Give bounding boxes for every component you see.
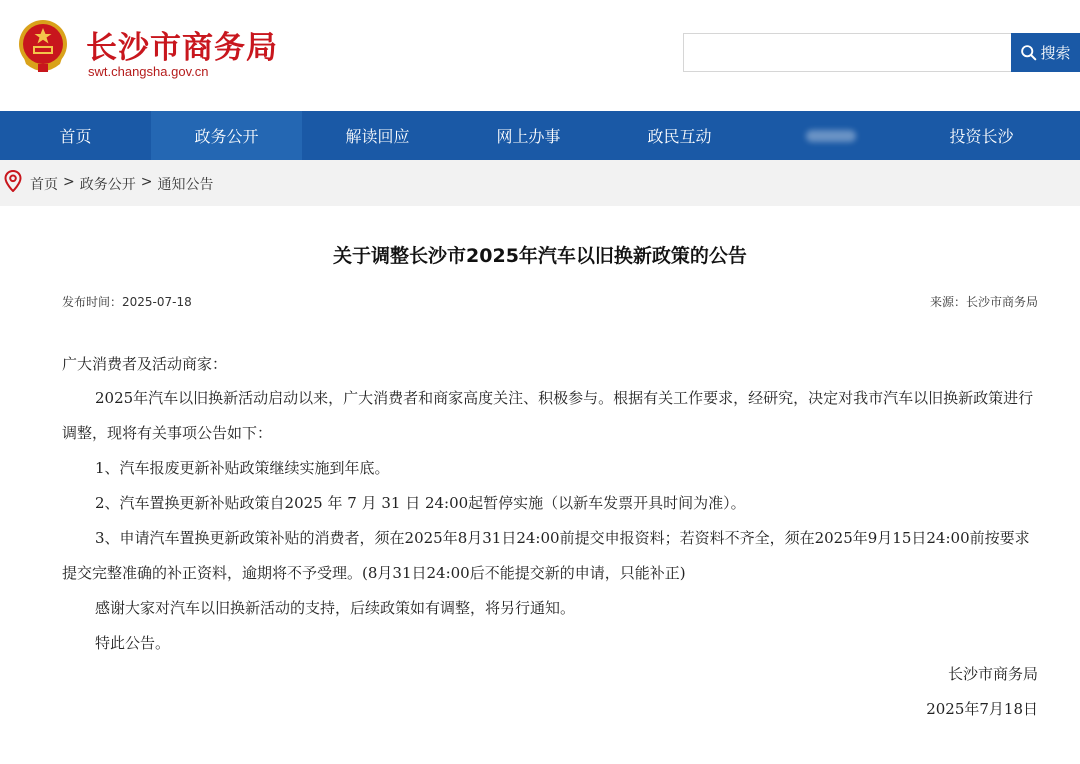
breadcrumb-separator: > <box>63 174 75 190</box>
nav-item-label: 政民互动 <box>647 127 712 146</box>
nav-item-label: 首页 <box>59 127 92 146</box>
search-button-label: 搜索 <box>1040 44 1071 62</box>
breadcrumb <box>30 174 213 194</box>
breadcrumb-bar <box>0 160 1080 206</box>
publish-time: 发布时间：2025-07-18 <box>62 295 192 309</box>
breadcrumb-home[interactable]: 首页 <box>30 177 58 193</box>
article-paragraph: 2、汽车置换更新补贴政策自2025 年 7 月 31 日 24:00起暂停实施（以新车发票开具时间为准）。 <box>95 494 746 512</box>
search-input[interactable] <box>683 33 1013 72</box>
site-domain: swt.changsha.gov.cn <box>88 64 209 79</box>
nav-item-label: 网上办事 <box>496 127 561 146</box>
blurred-label <box>806 130 856 142</box>
breadcrumb-notices[interactable]: 通知公告 <box>157 177 214 193</box>
nav-item-interpretation[interactable] <box>302 111 453 160</box>
nav-item-label: 投资长沙 <box>949 127 1014 146</box>
article-paragraph: 2025年汽车以旧换新活动启动以来，广大消费者和商家高度关注、积极参与。根据有关工作要求，经研究，决定对我市汽车以旧换新政策进行调整，现将有关事项公告如下： <box>62 389 1034 442</box>
nav-item-online-services[interactable] <box>453 111 604 160</box>
breadcrumb-separator: > <box>140 174 153 190</box>
national-emblem-icon <box>16 18 70 74</box>
main-nav <box>0 111 1080 160</box>
location-pin-icon <box>4 170 22 192</box>
article-paragraph: 3、申请汽车置换更新政策补贴的消费者，须在2025年8月31日24:00前提交申报资料；若资料不齐全，须在2025年9月15日24:00前按要求提交完整准确的补正资料，逾期将不予受理。(8月31日24:00后不能提交新的申请，只能补正) <box>62 529 1030 582</box>
nav-item-blurred[interactable] <box>755 111 906 160</box>
site-header <box>0 0 1080 110</box>
breadcrumb-government-affairs[interactable]: 政务公开 <box>79 177 136 193</box>
signature-org: 长沙市商务局 <box>947 665 1038 683</box>
nav-item-invest[interactable] <box>906 111 1057 160</box>
search-button[interactable] <box>1011 33 1080 72</box>
article-salutation: 广大消费者及活动商家： <box>62 355 228 373</box>
article-title: 关于调整长沙市2025年汽车以旧换新政策的公告 <box>333 245 747 267</box>
nav-item-interaction[interactable] <box>604 111 755 160</box>
nav-item-label: 解读回应 <box>345 127 410 146</box>
nav-item-label: 政务公开 <box>194 127 259 146</box>
search-icon <box>1020 44 1037 61</box>
nav-item-home[interactable] <box>0 111 151 160</box>
article-paragraph: 特此公告。 <box>95 634 171 652</box>
article-paragraph: 感谢大家对汽车以旧换新活动的支持，后续政策如有调整，将另行通知。 <box>95 599 576 617</box>
nav-item-government-affairs[interactable] <box>151 111 302 160</box>
article-source: 来源：长沙市商务局 <box>929 295 1038 309</box>
article-paragraph: 1、汽车报废更新补贴政策继续实施到年底。 <box>95 459 390 477</box>
site-title[interactable]: 长沙市商务局 <box>86 30 278 66</box>
signature-date: 2025年7月18日 <box>926 700 1038 718</box>
